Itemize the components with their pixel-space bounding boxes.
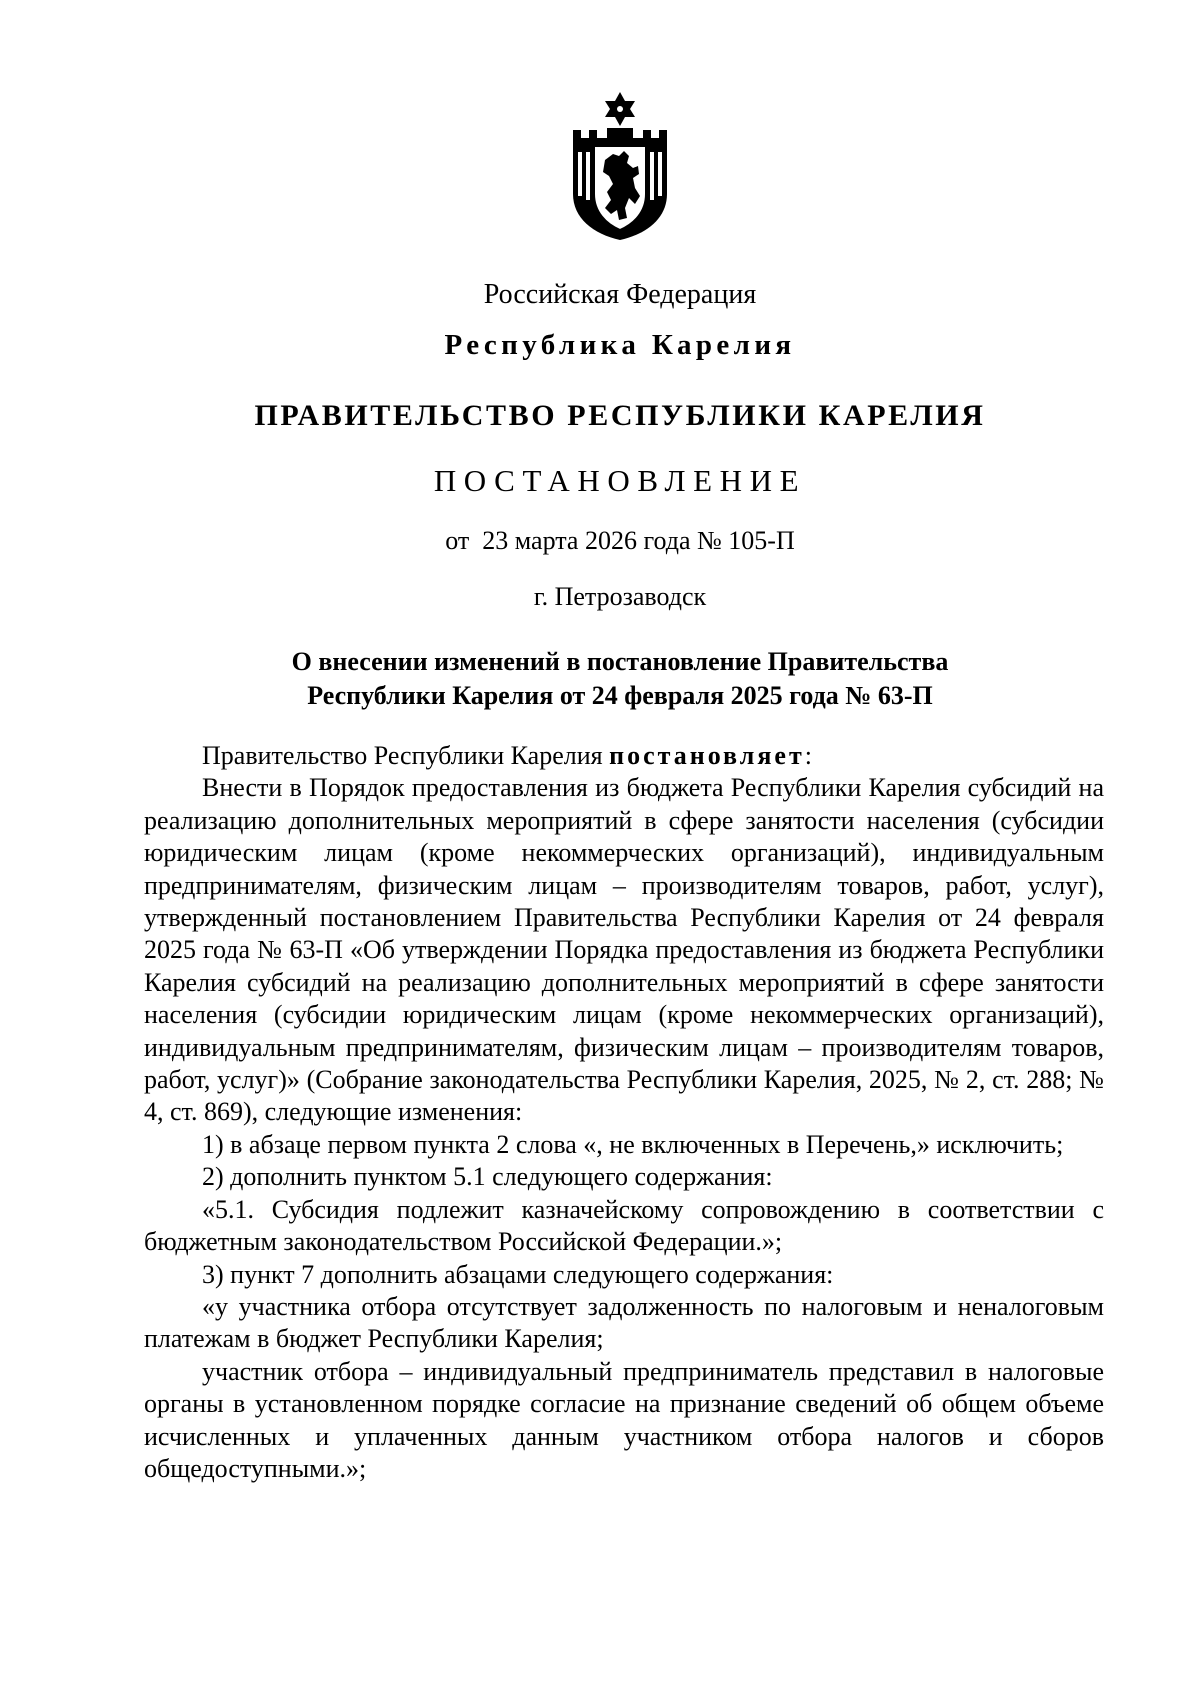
intro-prefix: Правительство Республики Карелия: [202, 741, 610, 770]
document-body: [144, 740, 1104, 1485]
intro-paragraph: [144, 740, 1104, 772]
intro-suffix: :: [804, 741, 812, 770]
document-city: г. Петрозаводск: [533, 582, 707, 611]
paragraph-item-3-text-1: «у участника отбора отсутствует задолженность по налоговым и неналоговым платежам в бюджет Республики Карелия;: [144, 1291, 1104, 1354]
intro-verb: постановляет: [609, 741, 805, 770]
coat-of-arms-karelia-icon: [567, 90, 673, 242]
paragraph-item-2-text: «5.1. Субсидия подлежит казначейскому сопровождению в соответствии с бюджетным законодательством Российской Федерации.»;: [144, 1194, 1104, 1257]
paragraph-item-3-text-2: участник отбора – индивидуальный предприниматель представил в налоговые органы в установленном порядке согласие на признание сведений об общем объеме исчисленных и уплаченных данным участником отбора налогов и сборов общедоступными.»;: [144, 1356, 1104, 1483]
country-name: Российская Федерация: [483, 279, 757, 310]
document-type: ПОСТАНОВЛЕНИЕ: [433, 463, 807, 498]
paragraph-item-1: 1) в абзаце первом пункта 2 слова «, не включенных в Перечень,» исключить;: [202, 1129, 1064, 1159]
republic-name: Республика Карелия: [444, 329, 796, 361]
paragraph-item-2: 2) дополнить пунктом 5.1 следующего содержания:: [202, 1162, 773, 1192]
government-name: ПРАВИТЕЛЬСТВО РЕСПУБЛИКИ КАРЕЛИЯ: [254, 399, 986, 432]
paragraph-main: Внести в Порядок предоставления из бюджета Республики Карелия субсидий на реализацию дополнительных мероприятий в сфере занятости населения (субсидии юридическим лицам (кроме некоммерческих организаций), индивидуальным предпринимателям, физическим лицам – производителям товаров, работ, услуг), утвержденный постановлением Правительства Республики Карелия от 24 февраля 2025 года № 63-П «Об утверждении Порядка предоставления из бюджета Республики Карелия субсидий на реализацию дополнительных мероприятий в сфере занятости населения (субсидии юридическим лицам (кроме некоммерческих организаций), индивидуальным предпринимателям, физическим лицам – производителям товаров, работ, услуг)» (Собрание законодательства Республики Карелия, 2025, № 2, ст. 288; № 4, ст. 869), следующие изменения:: [144, 773, 1104, 1127]
document-title-line-1: О внесении изменений в постановление Правительства: [291, 647, 949, 676]
document-title: [0, 645, 1200, 713]
document-date-number: от 23 марта 2026 года № 105-П: [445, 526, 795, 555]
paragraph-item-3: 3) пункт 7 дополнить абзацами следующего содержания:: [202, 1259, 834, 1289]
document-title-line-2: Республики Карелия от 24 февраля 2025 года № 63-П: [307, 681, 933, 710]
